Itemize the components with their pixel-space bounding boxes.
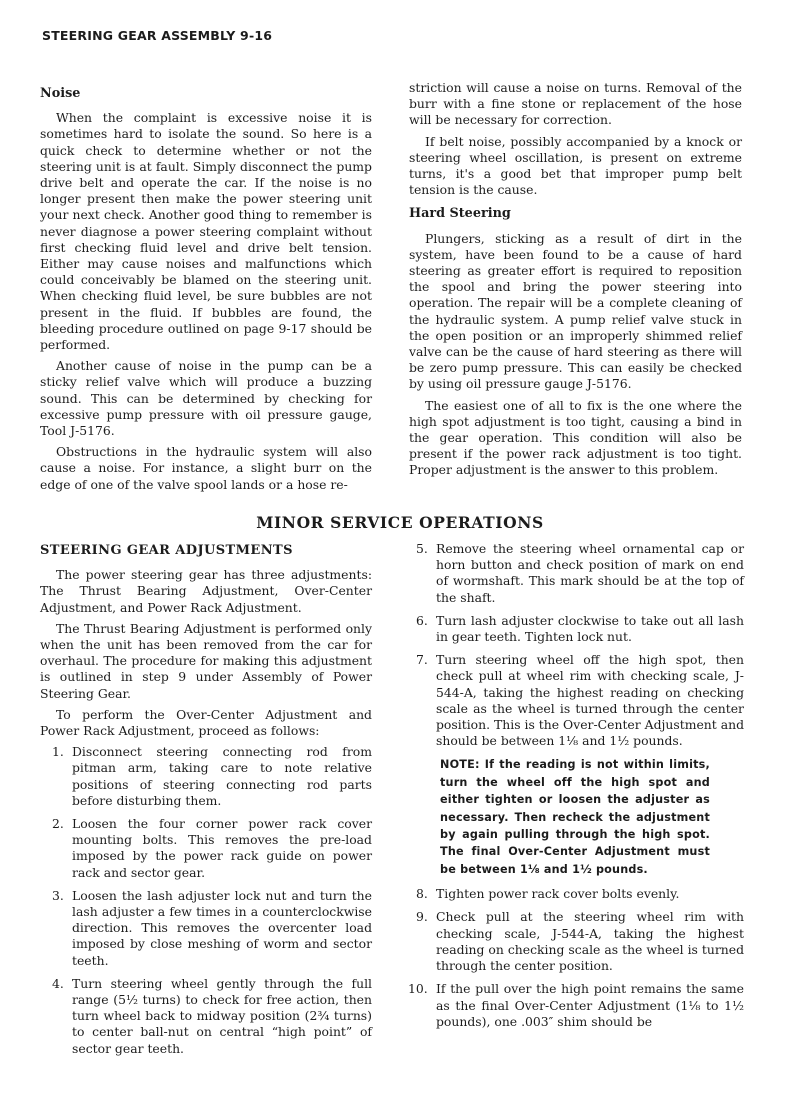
step-item: 3. Loosen the lash adjuster lock nut and turn the lash adjuster a few times in a counterclockwise direction. This removes the overcenter load imposed by close meshing of worm and sector teeth. bbox=[52, 887, 372, 968]
step-item: 10. If the pull over the high point remains the same as the final Over-Center Adjustment (1⅛ to 1½ pounds), one .003″ shim should be bbox=[408, 981, 744, 1029]
steering-gear-adjustments-heading: STEERING GEAR ADJUSTMENTS bbox=[40, 543, 293, 558]
paragraph: Obstructions in the hydraulic system will also cause a noise. For instance, a slight burr on the edge of one of the valve spool lands or a hose re- bbox=[40, 444, 372, 492]
paragraph: The Thrust Bearing Adjustment is performed only when the unit has been removed from the car for overhaul. The procedure for making this adjustment is outlined in step 9 under Assembly of Power Steering Gear. bbox=[40, 620, 372, 701]
paragraph: To perform the Over-Center Adjustment and Power Rack Adjustment, proceed as follows: bbox=[40, 706, 372, 739]
step-item: 5. Remove the steering wheel ornamental cap or horn button and check position of mark on end of wormshaft. This mark should be at the top of the shaft. bbox=[416, 541, 744, 605]
noise-heading: Noise bbox=[40, 86, 81, 101]
steps-list bbox=[48, 744, 372, 1057]
note-block: NOTE: If the reading is not within limits, turn the wheel off the high spot and either tighten or loosen the adjuster as necessary. Then recheck the adjustment by again pulling through the high spot. The final Over-Center Adjustment must be between 1⅛ and 1½ pounds. bbox=[440, 758, 710, 876]
paragraph: Another cause of noise in the pump can be a sticky relief valve which will produce a buzzing sound. This can be determined by checking for excessive pump pressure with oil pressure gauge, Tool J-5176. bbox=[40, 358, 372, 439]
paragraph: When the complaint is excessive noise it is sometimes hard to isolate the sound. So here is a quick check to determine whether or not the steering unit is at fault. Simply disconnect the pump drive belt and operate the car. If the noise is no longer present then make the power steering unit your next check. Another good thing to remember is never diagnose a power steering complaint without first checking fluid level and drive belt tension. Either may cause noises and malfunctions which could conceivably be blamed on the steering unit. When checking fluid level, be sure bubbles are not present in the fluid. If bubbles are found, the bleeding procedure outlined on page 9-17 should be performed. bbox=[40, 110, 372, 353]
steps-list bbox=[412, 541, 744, 749]
step-item: 8. Tighten power rack cover bolts evenly. bbox=[416, 886, 680, 902]
paragraph-continuation: striction will cause a noise on turns. Removal of the burr with a fine stone or replacement of the hose will be necessary for correction. bbox=[409, 80, 742, 128]
upper-left-column bbox=[40, 86, 372, 498]
step-item: 7. Turn steering wheel off the high spot, then check pull at wheel rim with checking scale, J-544-A, taking the highest reading on checking scale as the wheel is turned through the center position. This is the Over-Center Adjustment and should be between 1⅛ and 1½ pounds. bbox=[416, 652, 744, 749]
upper-right-column bbox=[409, 80, 742, 484]
lower-left-column bbox=[40, 543, 372, 1064]
step-item: 2. Loosen the four corner power rack cover mounting bolts. This removes the pre-load imposed by the power rack guide on power rack and sector gear. bbox=[52, 816, 372, 880]
step-item: 4. Turn steering wheel gently through the full range (5½ turns) to check for free action, then turn wheel back to midway position (2¾ turns) to center ball-nut on central “high point” of sector gear teeth. bbox=[52, 975, 372, 1056]
section-title: MINOR SERVICE OPERATIONS bbox=[256, 513, 544, 532]
hard-steering-heading: Hard Steering bbox=[409, 206, 511, 222]
paragraph: Plungers, sticking as a result of dirt in the system, have been found to be a cause of hard steering as greater effort is required to reposition the spool and bring the power steering into operation. The repair will be a complete cleaning of the hydraulic system. A pump relief valve stuck in the open position or an improperly shimmed relief valve can be the cause of hard steering as there will be zero pump pressure. This can easily be checked by using oil pressure gauge J-5176. bbox=[409, 230, 742, 392]
paragraph: If belt noise, possibly accompanied by a knock or steering wheel oscillation, is present on extreme turns, it's a good bet that improper pump belt tension is the cause. bbox=[409, 133, 742, 198]
paragraph: The easiest one of all to fix is the one where the high spot adjustment is too tight, causing a bind in the gear operation. This condition will also be present if the power rack adjustment is too tight. Proper adjustment is the answer to this problem. bbox=[409, 397, 742, 478]
page-header: STEERING GEAR ASSEMBLY 9-16 bbox=[42, 28, 273, 43]
lower-right-column bbox=[408, 541, 744, 1037]
step-item: 6. Turn lash adjuster clockwise to take out all lash in gear teeth. Tighten lock nut. bbox=[416, 612, 744, 645]
steps-list-continued bbox=[408, 886, 744, 1030]
step-item: 9. Check pull at the steering wheel rim with checking scale, J-544-A, taking the highest reading on checking scale as the wheel is turned through the center position. bbox=[416, 909, 744, 974]
paragraph: The power steering gear has three adjustments: The Thrust Bearing Adjustment, Over-Center Adjustment, and Power Rack Adjustment. bbox=[40, 567, 372, 615]
step-item: 1. Disconnect steering connecting rod from pitman arm, taking care to note relative positions of steering connecting rod parts before disturbing them. bbox=[52, 744, 372, 808]
